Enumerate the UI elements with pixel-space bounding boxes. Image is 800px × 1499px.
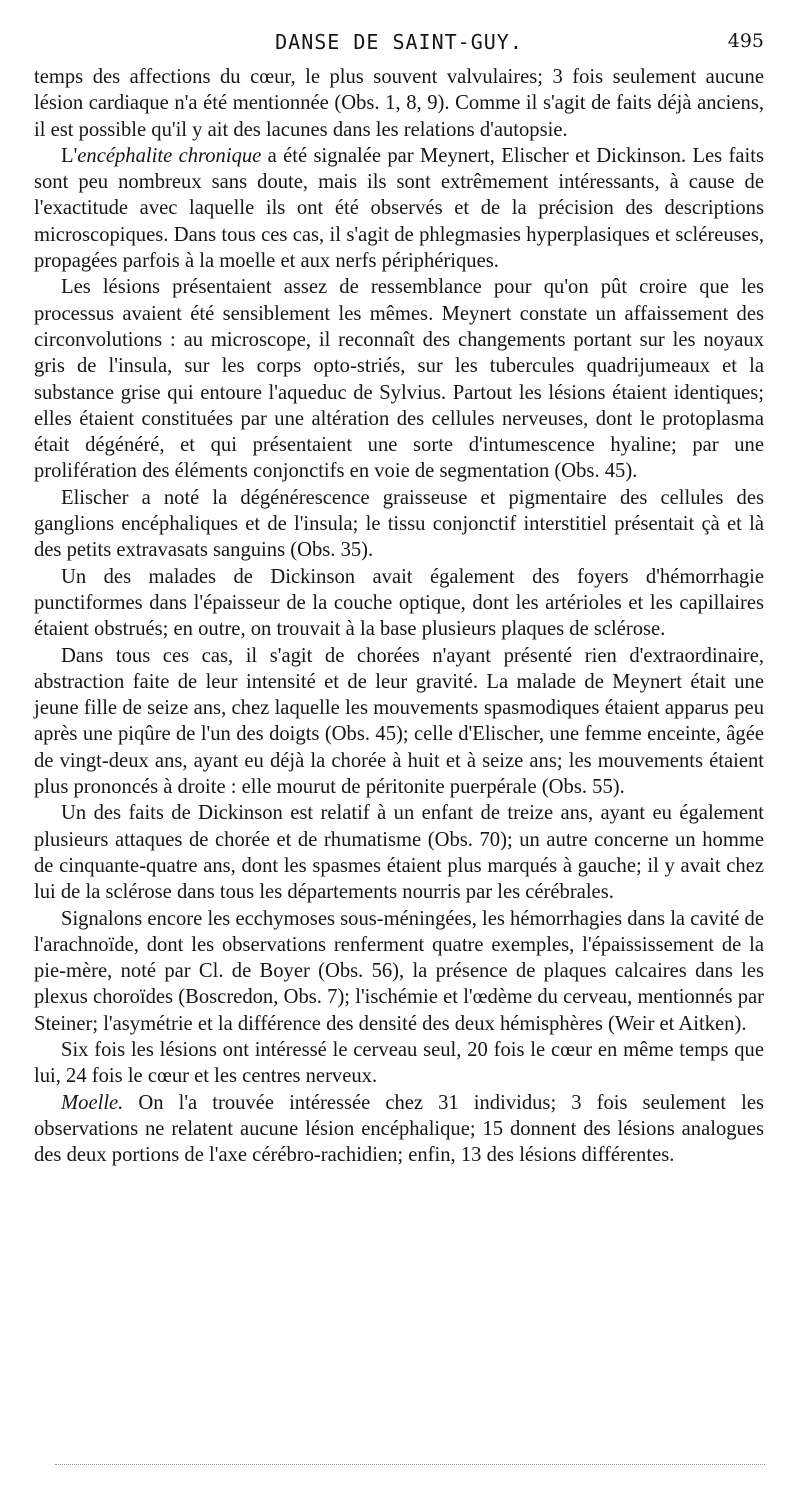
paragraph-2 bbox=[34, 143, 764, 274]
paragraph-2-text: a été signalée par Meynert, Elischer et Dickinson. Les faits sont peu nombreux sans doute, mais ils sont extrêmement intéressants, à cause de l'exactitude avec laquelle ils ont été observés et de la précision des descriptions microscopiques. Dans tous ces cas, il s'agit de phlegmasies hyperplasiques et scléreuses, propagées parfois à la moelle et aux nerfs périphériques. bbox=[34, 144, 764, 273]
paragraph-3: Les lésions présentaient assez de ressemblance pour qu'on pût croire que les processus avaient été sensiblement les mêmes. Meynert constate un affaissement des circonvolutions : au microscope, il reconnaît des changements portant sur les noyaux gris de l'insula, sur les corps opto-striés, sur les tubercules quadrijumeaux et la substance grise qui entoure l'aqueduc de Sylvius. Partout les lésions étaient identiques; elles étaient constituées par une altération des cellules nerveuses, dont le protoplasma était dégénéré, et qui présentaient une sorte d'intumescence hyaline; par une prolifération des éléments conjonctifs en voie de segmentation (Obs. 45). bbox=[34, 276, 764, 483]
paragraph-10-italic-heading: Moelle. bbox=[61, 1091, 124, 1114]
paragraph-4: Elischer a noté la dégénérescence graisseuse et pigmentaire des cellules des ganglions encéphaliques et de l'insula; le tissu conjonctif interstitiel présentait çà et là des petits extravasats sanguins (Obs. 35). bbox=[34, 486, 764, 562]
paragraph-8: Signalons encore les ecchymoses sous-méningées, les hémorrhagies dans la cavité de l'arachnoïde, dont les observations renferment quatre exemples, l'épaississement de la pie-mère, noté par Cl. de Boyer (Obs. 56), la présence de plaques calcaires dans les plexus choroïdes (Boscredon, Obs. 7); l'ischémie et l'œdème du cerveau, mentionnés par Steiner; l'asymétrie et la différence des densité des deux hémisphères (Weir et Aitken). bbox=[34, 907, 764, 1035]
paragraph-5: Un des malades de Dickinson avait également des foyers d'hémorrhagie punctiformes dans l'épaisseur de la couche optique, dont les artérioles et les capillaires étaient obstrués; en outre, on trouvait à la base plusieurs plaques de sclérose. bbox=[34, 565, 764, 641]
bottom-dotted-rule bbox=[55, 1464, 765, 1465]
paragraph-10 bbox=[34, 1090, 764, 1169]
paragraph-10-text: On l'a trouvée intéressée chez 31 individus; 3 fois seulement les observations ne relatent aucune lésion encéphalique; 15 donnent des lésions analogues des deux portions de l'axe cérébro-rachidien; enfin, 13 des lésions différentes. bbox=[34, 1091, 764, 1167]
running-head bbox=[34, 30, 764, 56]
body-text bbox=[34, 64, 764, 1168]
page-number: 495 bbox=[727, 30, 764, 52]
paragraph-2-prefix: L' bbox=[61, 144, 78, 167]
paragraph-9: Six fois les lésions ont intéressé le cerveau seul, 20 fois le cœur en même temps que lui, 24 fois le cœur et les centres nerveux. bbox=[34, 1038, 764, 1088]
paragraph-2-italic-term: encéphalite chronique bbox=[77, 144, 262, 167]
running-title: DANSE DE SAINT-GUY. bbox=[275, 30, 523, 54]
paragraph-6: Dans tous ces cas, il s'agit de chorées n'ayant présenté rien d'extraordinaire, abstraction faite de leur intensité et de leur gravité. La malade de Meynert était une jeune fille de seize ans, chez laquelle les mouvements spasmodiques étaient apparus peu après une piqûre de l'un des doigts (Obs. 45); celle d'Elischer, une femme enceinte, âgée de vingt-deux ans, ayant eu déjà la chorée à huit et à seize ans; les mouvements étaient plus prononcés à droite : elle mourut de péritonite puerpérale (Obs. 55). bbox=[34, 644, 764, 799]
paragraph-7: Un des faits de Dickinson est relatif à un enfant de treize ans, ayant eu également plusieurs attaques de chorée et de rhumatisme (Obs. 70); un autre concerne un homme de cinquante-quatre ans, dont les spasmes étaient plus marqués à gauche; il y avait chez lui de la sclérose dans tous les départements nourris par les cérébrales. bbox=[34, 802, 764, 904]
paragraph-1: temps des affections du cœur, le plus souvent valvulaires; 3 fois seulement aucune lésion cardiaque n'a été mentionnée (Obs. 1, 8, 9). Comme il s'agit de faits déjà anciens, il est possible qu'il y ait des lacunes dans les relations d'autopsie. bbox=[34, 66, 764, 141]
